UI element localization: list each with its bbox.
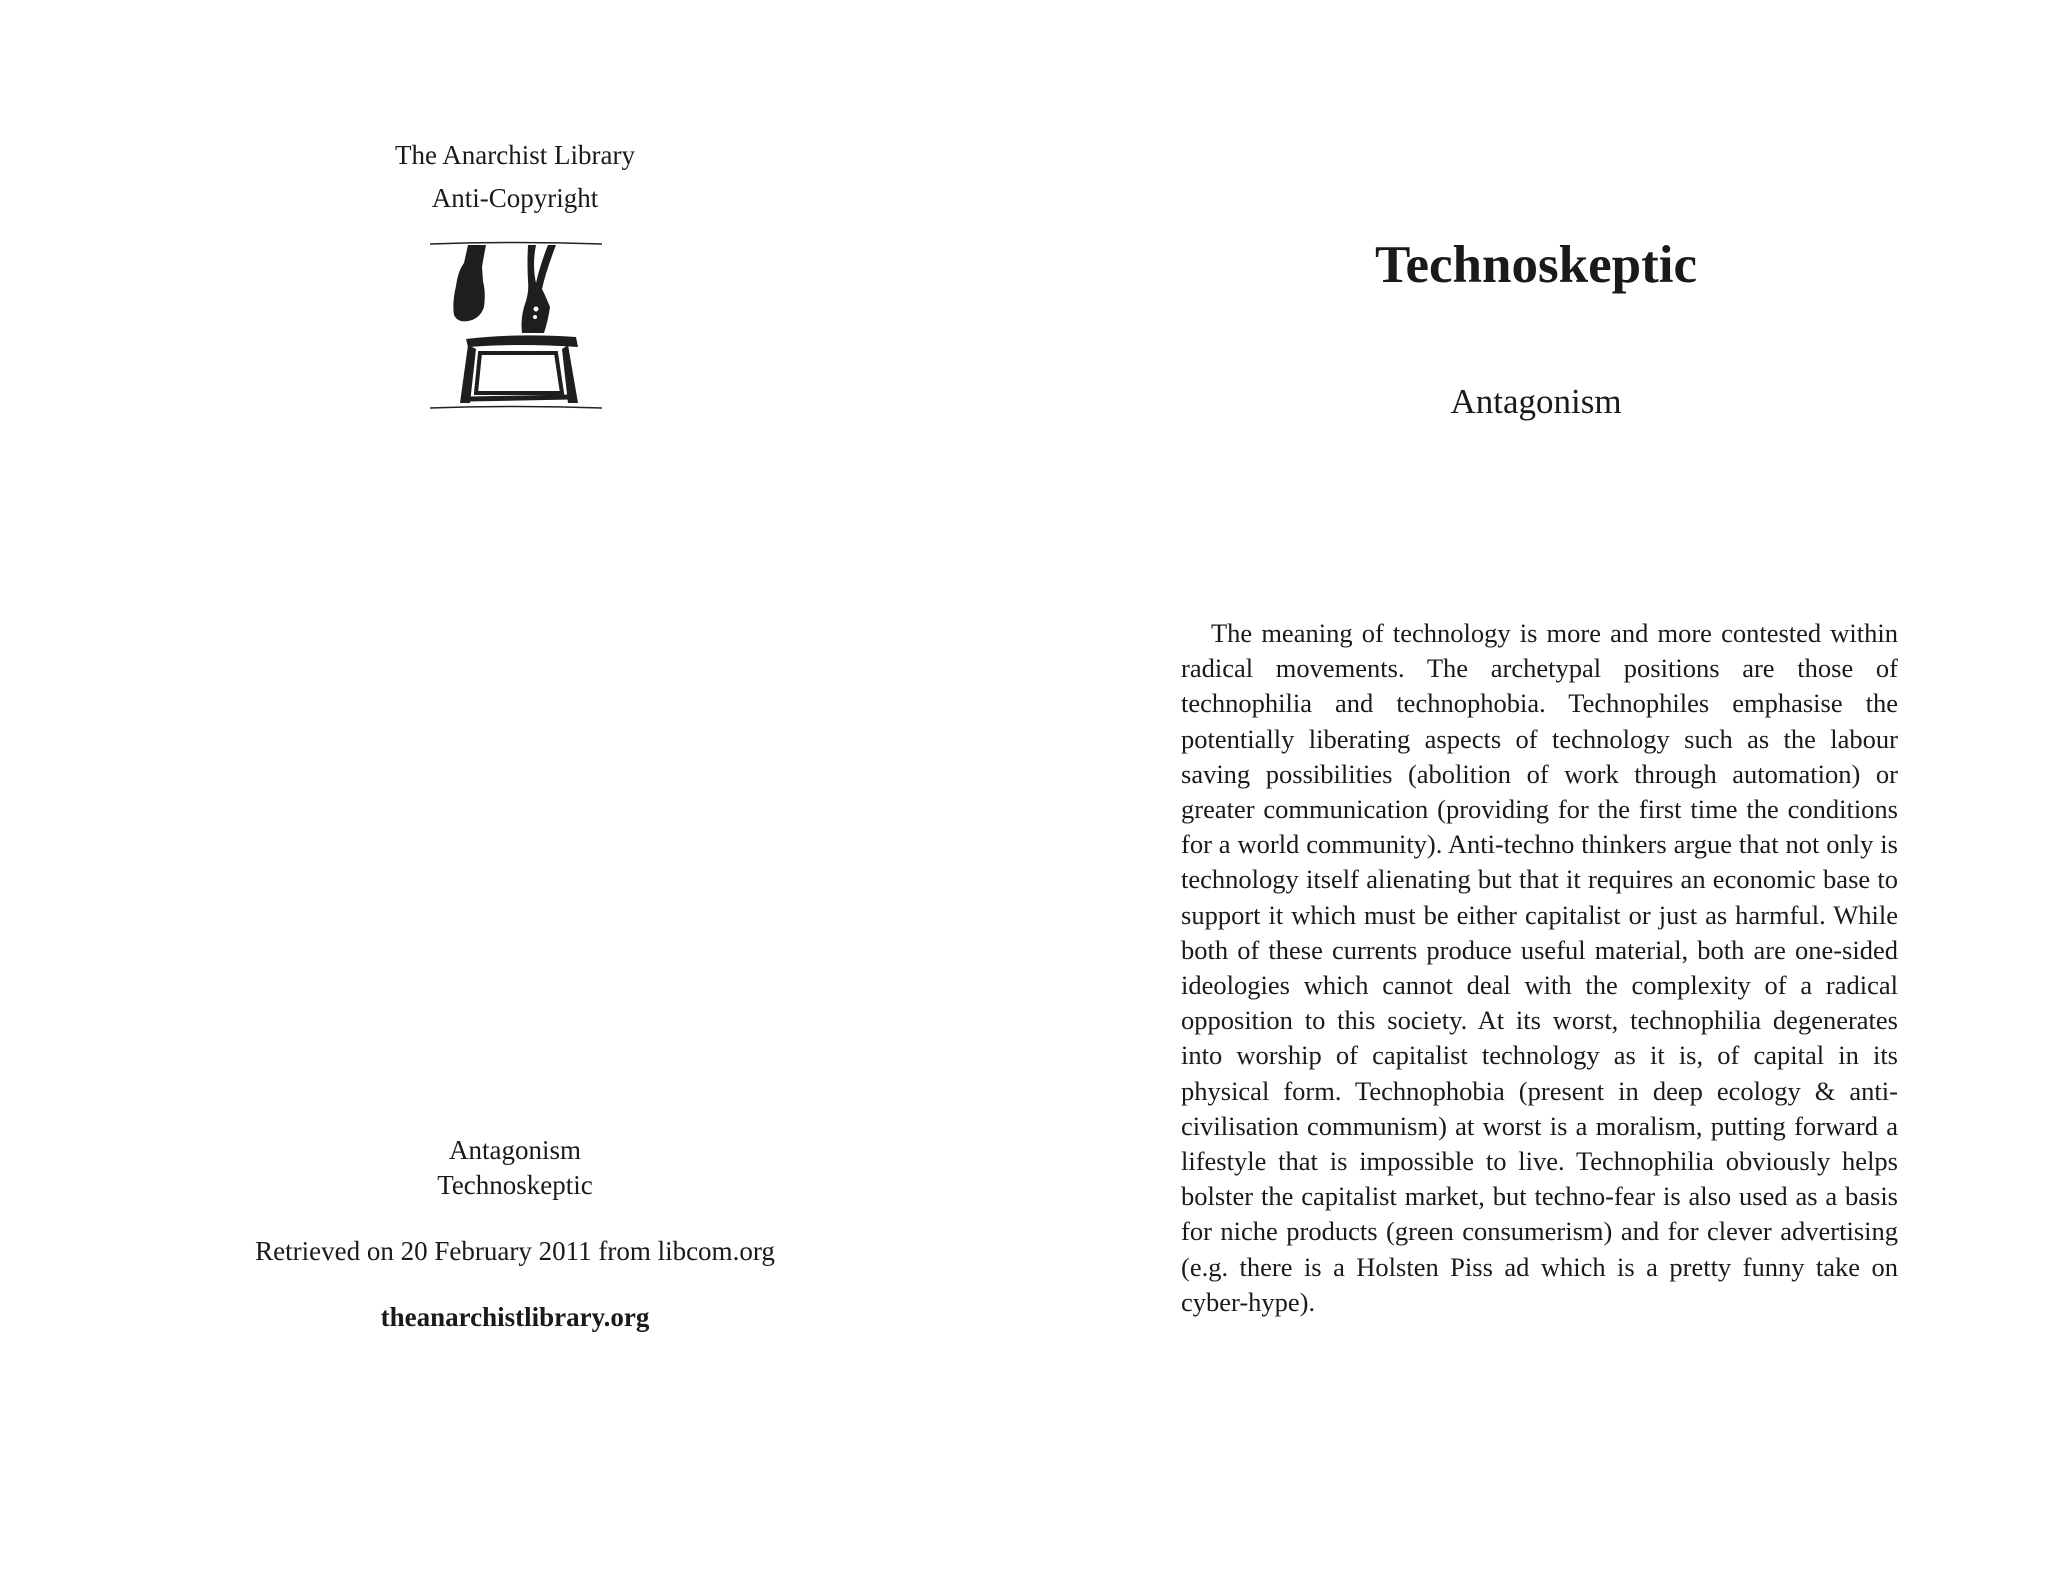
colophon-author: Antagonism [449,1135,581,1165]
anarchist-library-logo-icon [428,241,604,411]
document-title: Technoskeptic [1375,236,1697,294]
colophon-source: Retrieved on 20 February 2011 from libcom.org [255,1236,775,1266]
document-author: Antagonism [1450,382,1622,421]
right-page [1024,0,2048,1582]
body-paragraph: The meaning of technology is more and more contested within radical movements. The archetypal positions are those of technophilia and technophobia. Technophiles emphasise the potentially liberating aspects of technology such as the labour saving possibilities (abolition of work through automation) or greater communication (providing for the first time the conditions for a world community). Anti-techno thinkers argue that not only is technology itself alienating but that it requires an economic base to support it which must be either capitalist or just as harmful. While both of these currents produce useful material, both are one-sided ideologies which cannot deal with the complexity of a radical opposition to this society. At its worst, technophilia degenerates into worship of capitalist technology as it is, of capital in its physical form. Technophobia (present in deep ecology & anti-civilisation communism) at worst is a moralism, putting forward a lifestyle that is impossible to live. Technophilia obviously helps bolster the capitalist market, but techno-fear is also used as a basis for niche products (green consumerism) and for clever advertising (e.g. there is a Holsten Piss ad which is a pretty funny take on cyber-hype). [1181,618,1898,1317]
colophon-title: Technoskeptic [437,1170,593,1200]
colophon-site-link: theanarchistlibrary.org [380,1302,650,1332]
anti-copyright-notice: Anti-Copyright [431,183,599,213]
library-name: The Anarchist Library [395,140,635,170]
